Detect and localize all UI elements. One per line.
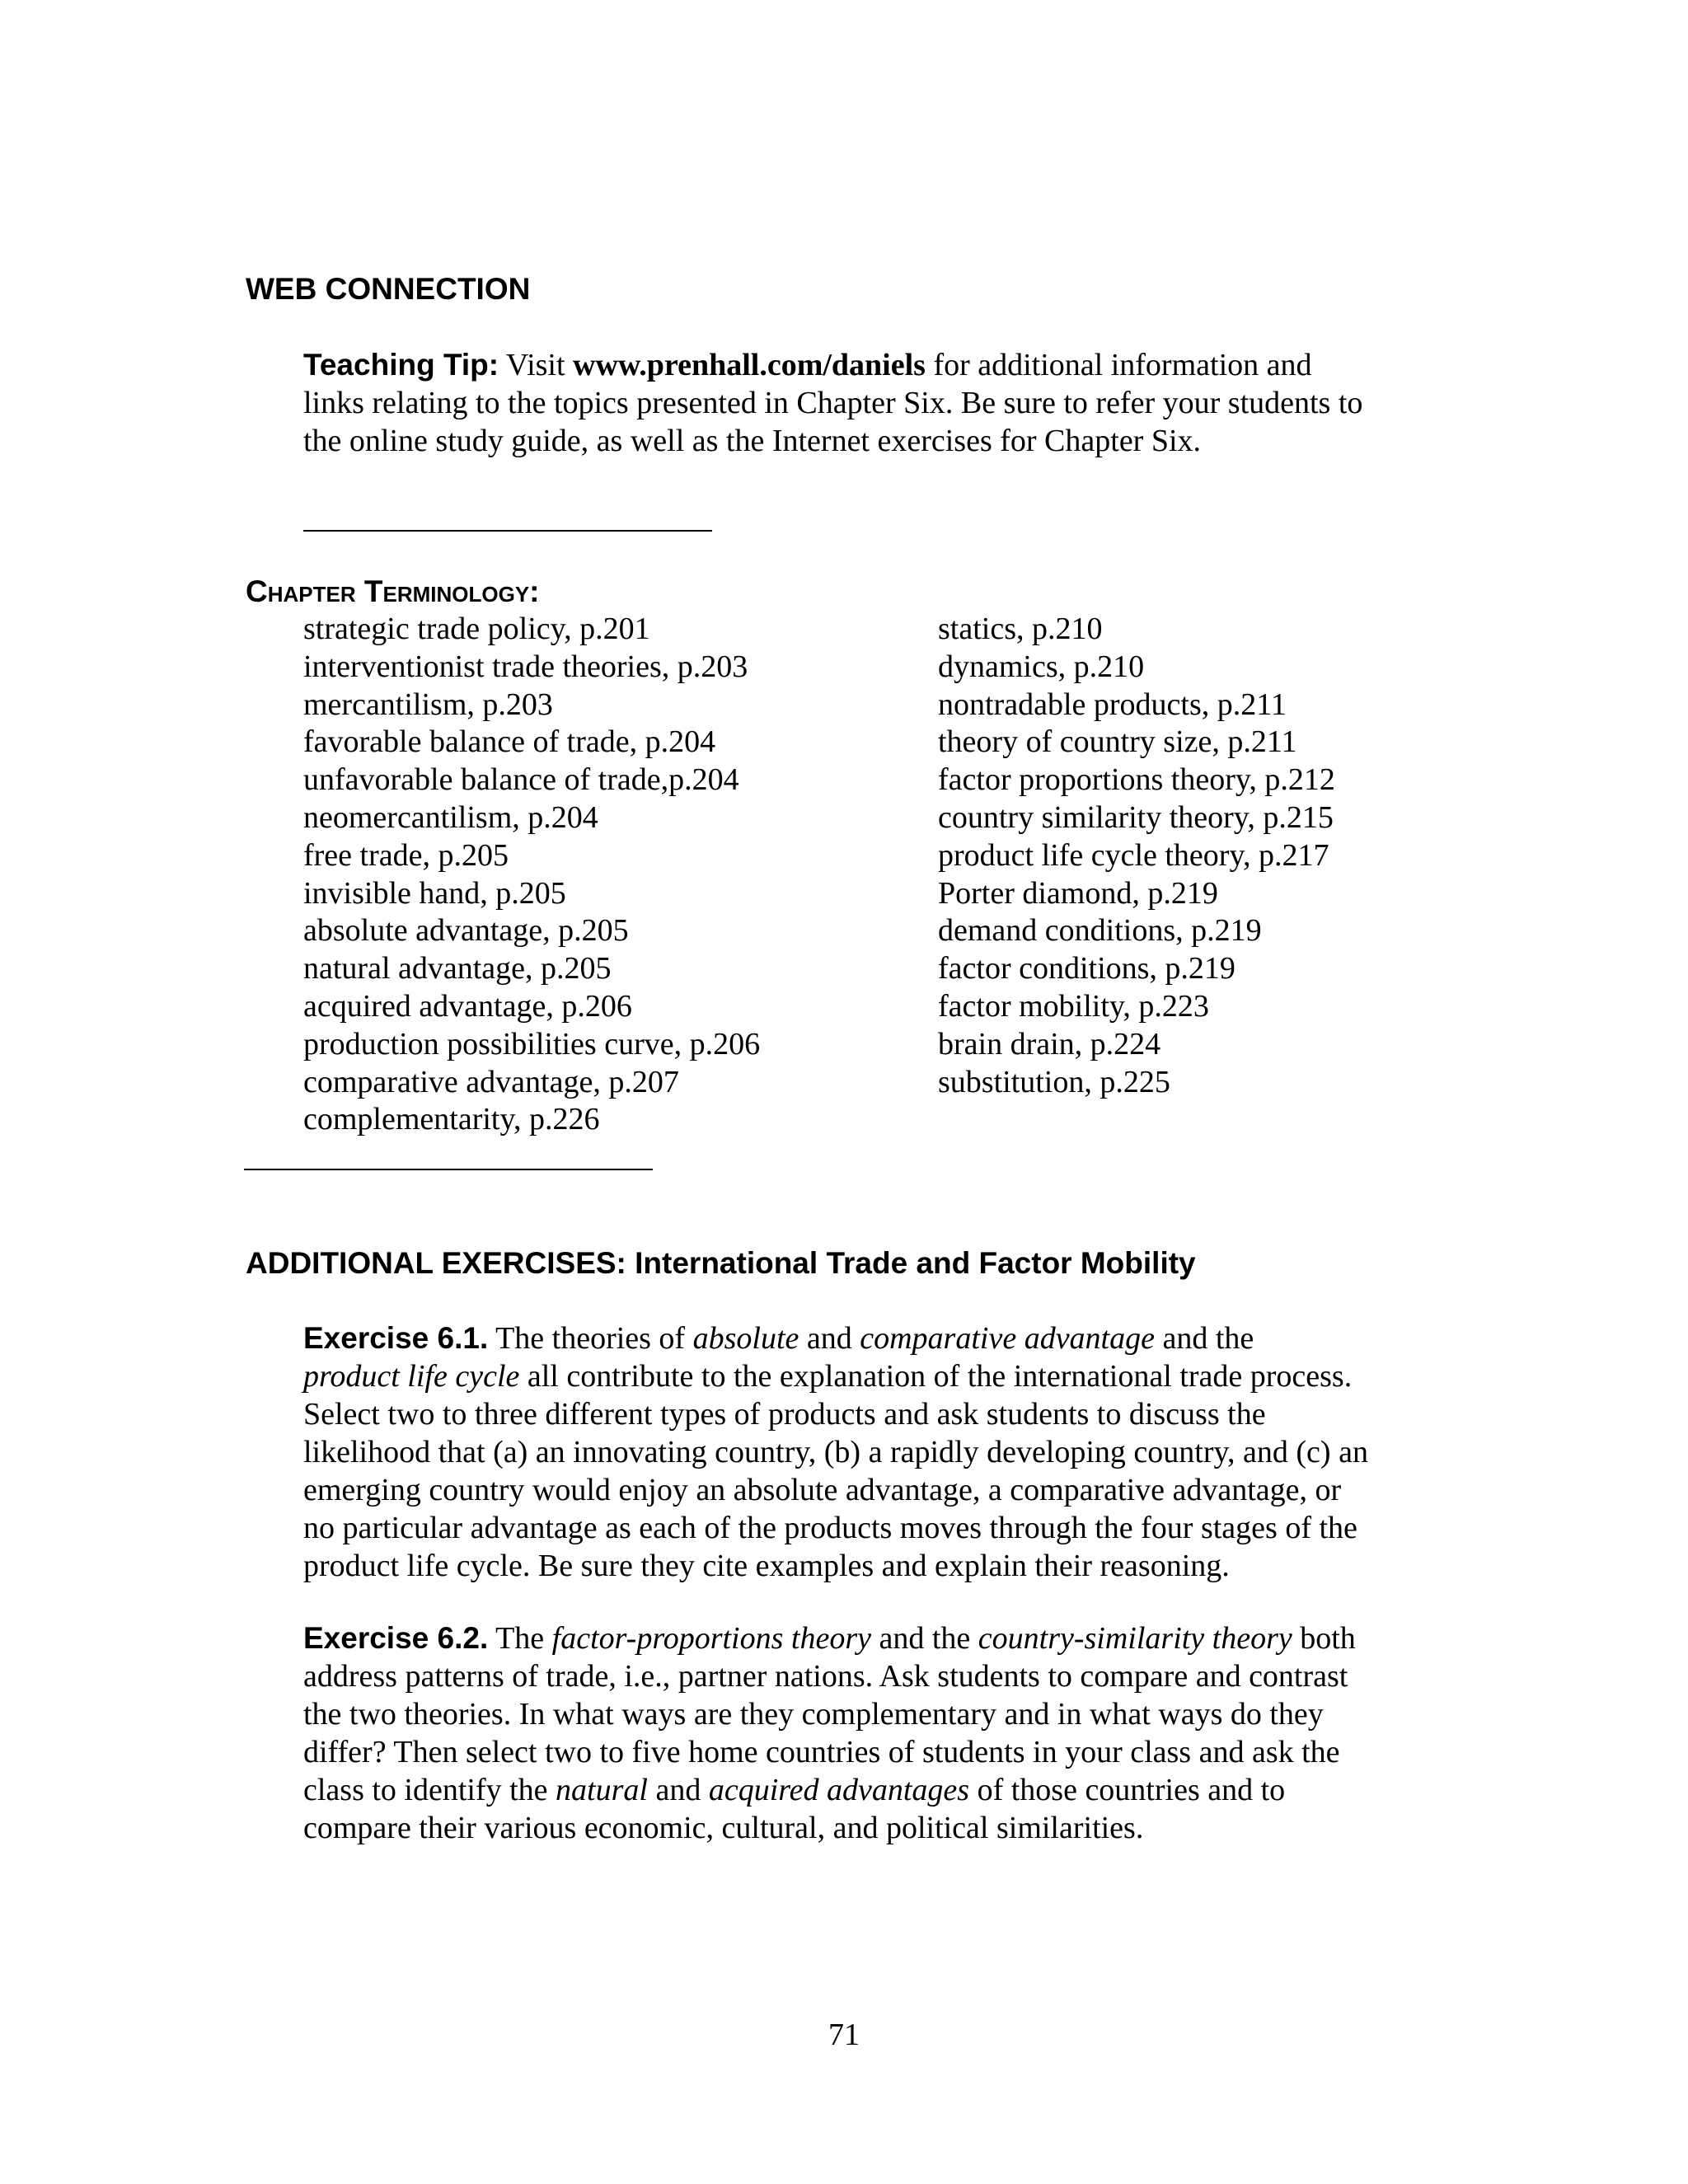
term-item: natural advantage, p.205 [303, 951, 612, 987]
exercise-6-2-line-2: address patterns of trade, i.e., partner nations. Ask students to compare and contrast [303, 1659, 1348, 1694]
italic-term: natural [556, 1773, 648, 1807]
exercise-6-1 [303, 1319, 1368, 1585]
teaching-tip-line1-rest: for additional information and [925, 348, 1312, 382]
exercise-6-1-line-5: emerging country would enjoy an absolute advantage, a comparative advantage, or [303, 1473, 1342, 1507]
terminology-left-column [303, 611, 760, 1139]
term-item: acquired advantage, p.206 [303, 988, 632, 1024]
text-run: The theories of [488, 1321, 693, 1356]
term-item: production possibilities curve, p.206 [303, 1026, 761, 1062]
text-run: The [488, 1621, 552, 1656]
text-run: and the [870, 1621, 978, 1656]
italic-term: absolute [692, 1321, 799, 1356]
italic-term: comparative advantage [860, 1321, 1155, 1356]
exercise-6-1-line-1 [303, 1319, 1368, 1357]
teaching-tip-block [303, 346, 1362, 460]
term-item: free trade, p.205 [303, 837, 509, 873]
text-run: all contribute to the explanation of the international trade process. [519, 1359, 1353, 1394]
divider-rule-top [303, 530, 712, 532]
italic-term: acquired advantages [708, 1773, 970, 1807]
term-item: absolute advantage, p.205 [303, 913, 629, 949]
text-run: and [647, 1773, 709, 1807]
teaching-tip-line-1 [303, 346, 1362, 384]
term-item: Porter diamond, p.219 [938, 875, 1218, 911]
term-item: product life cycle theory, p.217 [938, 837, 1329, 873]
exercise-6-2-line-5 [303, 1771, 1356, 1809]
exercise-6-2-line-4: differ? Then select two to five home countries of students in your class and ask the [303, 1735, 1340, 1769]
exercise-6-1-line-6: no particular advantage as each of the products moves through the four stages of the [303, 1511, 1357, 1545]
text-run: and the [1154, 1321, 1254, 1356]
teaching-tip-line-2: links relating to the topics presented in Chapter Six. Be sure to refer your students to [303, 386, 1363, 420]
term-item: mercantilism, p.203 [303, 687, 553, 722]
term-item: invisible hand, p.205 [303, 875, 566, 911]
term-item: demand conditions, p.219 [938, 913, 1262, 949]
term-item: factor mobility, p.223 [938, 988, 1209, 1024]
exercise-6-2-line-3: the two theories. In what ways are they complementary and in what ways do they [303, 1697, 1324, 1732]
exercise-6-1-line-7: product life cycle. Be sure they cite examples and explain their reasoning. [303, 1549, 1230, 1583]
exercise-6-1-line-2 [303, 1357, 1368, 1395]
term-item: favorable balance of trade, p.204 [303, 724, 716, 760]
term-item: brain drain, p.224 [938, 1026, 1161, 1062]
term-item: statics, p.210 [938, 612, 1103, 646]
divider-rule-bottom [244, 1169, 653, 1170]
italic-term: product life cycle [303, 1359, 520, 1394]
term-item: substitution, p.225 [938, 1064, 1170, 1099]
page-number: 71 [828, 2018, 860, 2052]
exercise-6-1-line-4: likelihood that (a) an innovating country, (b) a rapidly developing country, and (c) an [303, 1435, 1368, 1469]
text-run: class to identify the [303, 1773, 556, 1807]
exercise-6-2-line-1 [303, 1619, 1356, 1657]
teaching-tip-url[interactable]: www.prenhall.com/daniels [573, 348, 926, 382]
additional-exercises-heading: ADDITIONAL EXERCISES: International Trade and Factor Mobility [246, 1246, 1196, 1280]
term-item: nontradable products, p.211 [938, 687, 1287, 722]
terminology-heading: Chapter Terminology: [246, 574, 540, 608]
web-connection-heading: WEB CONNECTION [246, 272, 531, 306]
term-item: complementarity, p.226 [303, 1102, 600, 1137]
exercise-6-2 [303, 1619, 1356, 1847]
teaching-tip-prefix: Visit [499, 348, 574, 382]
italic-term: country-similarity theory [978, 1621, 1292, 1656]
term-item: dynamics, p.210 [938, 649, 1145, 684]
teaching-tip-label: Teaching Tip: [303, 348, 499, 382]
term-item: neomercantilism, p.204 [303, 799, 598, 835]
term-item: comparative advantage, p.207 [303, 1064, 679, 1099]
exercise-6-2-label: Exercise 6.2. [303, 1621, 489, 1655]
text-run: and [799, 1321, 860, 1356]
term-item: strategic trade policy, p.201 [303, 612, 650, 646]
text-run: of those countries and to [969, 1773, 1286, 1807]
text-run: both [1292, 1621, 1356, 1656]
term-item: unfavorable balance of trade,p.204 [303, 762, 739, 798]
exercise-6-2-line-6: compare their various economic, cultural, and political similarities. [303, 1811, 1144, 1845]
term-item: interventionist trade theories, p.203 [303, 649, 748, 684]
italic-term: factor-proportions theory [551, 1621, 871, 1656]
terminology-right-column [938, 611, 1335, 1101]
teaching-tip-line-3: the online study guide, as well as the Internet exercises for Chapter Six. [303, 424, 1202, 458]
term-item: country similarity theory, p.215 [938, 799, 1334, 835]
term-item: theory of country size, p.211 [938, 724, 1297, 760]
term-item: factor conditions, p.219 [938, 951, 1236, 987]
exercise-6-1-line-3: Select two to three different types of products and ask students to discuss the [303, 1397, 1266, 1432]
term-item: factor proportions theory, p.212 [938, 762, 1335, 798]
exercise-6-1-label: Exercise 6.1. [303, 1321, 489, 1355]
